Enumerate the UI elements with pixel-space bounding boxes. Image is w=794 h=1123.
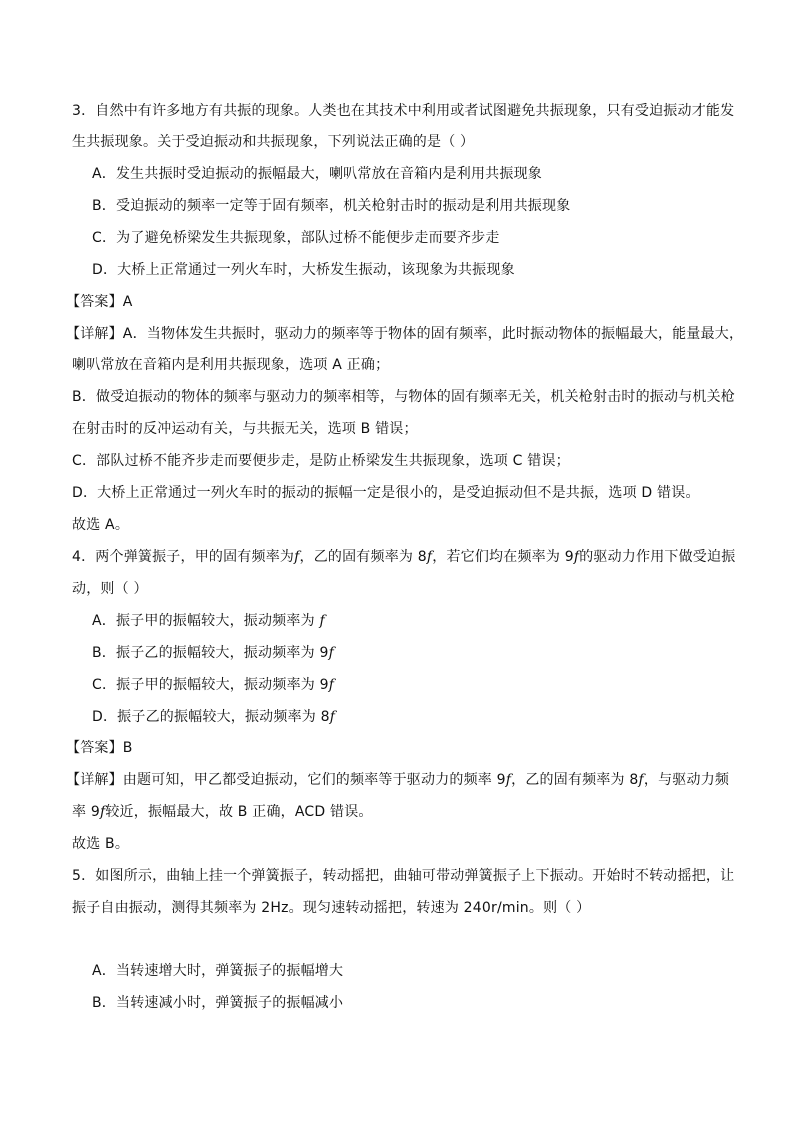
q4-stem-var-f2: f [426,549,433,565]
q4-stem-text-c: ，若它们均在频率为 9 [432,549,574,565]
q3-explanation-line3: B．做受迫振动的物体的频率与驱动力的频率相等，与物体的固有频率无关，机关枪射击时的振动与机关枪 [72,389,736,405]
q4-option-d [92,707,335,727]
q4-stem-text-d: 的驱动力作用下做受迫振 [579,549,736,565]
q4-exp-var-f2: f [638,772,644,788]
q4-answer: 【答案】B [66,740,133,756]
q5-option-b: B．当转速减小时，弹簧振子的振幅减小 [92,995,344,1011]
q4-exp-var-f1: f [505,772,512,788]
q4-exp2-text-b: 较近，振幅最大，故 B 正确，ACD 错误。 [105,804,373,820]
q4-exp-text-b: ，乙的固有频率为 8 [511,772,639,788]
q4-option-b [92,643,334,663]
q3-option-c: C．为了避免桥梁发生共振现象，部队过桥不能便步走而要齐步走 [92,230,500,246]
q3-stem-line1: 3．自然中有许多地方有共振的现象。人类也在其技术中利用或者试图避免共振现象，只有受迫振动才能发 [72,103,735,119]
q3-explanation-line2: 喇叭常放在音箱内是利用共振现象，选项 A 正确； [72,357,390,373]
q3-stem-line2: 生共振现象。关于受迫振动和共振现象，下列说法正确的是（ ） [72,134,475,150]
q4-option-a-text: A．振子甲的振幅较大，振动频率为 [92,613,320,629]
q4-option-b-var: f [328,645,334,661]
q3-option-d: D．大桥上正常通过一列火车时，大桥发生振动，该现象为共振现象 [92,262,515,278]
q4-stem-line1 [72,547,735,567]
q4-option-d-text: D．振子乙的振幅较大，振动频率为 8 [92,709,330,725]
q4-option-a-var: f [319,613,325,629]
q3-explanation-line5: C．部队过桥不能齐步走而要便步走，是防止桥梁发生共振现象，选项 C 错误； [72,453,570,469]
q4-stem-text-a: 4．两个弹簧振子，甲的固有频率为 [72,549,295,565]
q4-explanation-line1 [66,770,729,790]
q4-exp2-text-a: 率 9 [72,804,100,820]
q4-stem-line2: 动，则（ ） [72,581,148,597]
q3-explanation-line4: 在射击时的反冲运动有关，与共振无关，选项 B 错误； [72,421,418,437]
q3-option-a: A．发生共振时受迫振动的振幅最大，喇叭常放在音箱内是利用共振现象 [92,166,542,182]
q4-option-c [92,675,334,695]
q4-stem-var-f1: f [294,549,300,565]
q4-option-c-var: f [328,677,335,693]
q4-conclusion: 故选 B。 [72,836,130,852]
q4-stem-var-f3: f [573,549,580,565]
q3-option-b: B．受迫振动的频率一定等于固有频率，机关枪射击时的振动是利用共振现象 [92,198,571,214]
q4-stem-text-b: ，乙的固有频率为 8 [299,549,427,565]
q4-explanation-line2 [72,802,373,822]
q3-conclusion: 故选 A。 [72,517,130,533]
q4-option-d-var: f [329,709,336,725]
q4-option-c-text: C．振子甲的振幅较大，振动频率为 9 [92,677,329,693]
q4-option-b-text: B．振子乙的振幅较大，振动频率为 9 [92,645,329,661]
q4-option-a [92,611,325,631]
q3-answer: 【答案】A [66,294,133,310]
q5-option-a: A．当转速增大时，弹簧振子的振幅增大 [92,963,344,979]
q5-stem-line1: 5．如图所示，曲轴上挂一个弹簧振子，转动摇把，曲轴可带动弹簧振子上下振动。开始时不转动摇把，让 [72,868,735,884]
q5-stem-line2: 振子自由振动，测得其频率为 2Hz。现匀速转动摇把，转速为 240r/min。则（ ） [72,900,591,916]
q4-exp-text-c: ，与驱动力频 [643,772,730,788]
q3-explanation-line1: 【详解】A．当物体发生共振时，驱动力的频率等于物体的固有频率，此时振动物体的振幅最大，能量最大， [66,326,744,342]
q4-exp2-var-f: f [99,804,106,820]
q4-exp-text-a: 【详解】由题可知，甲乙都受迫振动，它们的频率等于驱动力的频率 9 [66,772,506,788]
q3-explanation-line6: D．大桥上正常通过一列火车时的振动的振幅一定是很小的，是受迫振动但不是共振，选项 D 错误。 [72,485,700,501]
